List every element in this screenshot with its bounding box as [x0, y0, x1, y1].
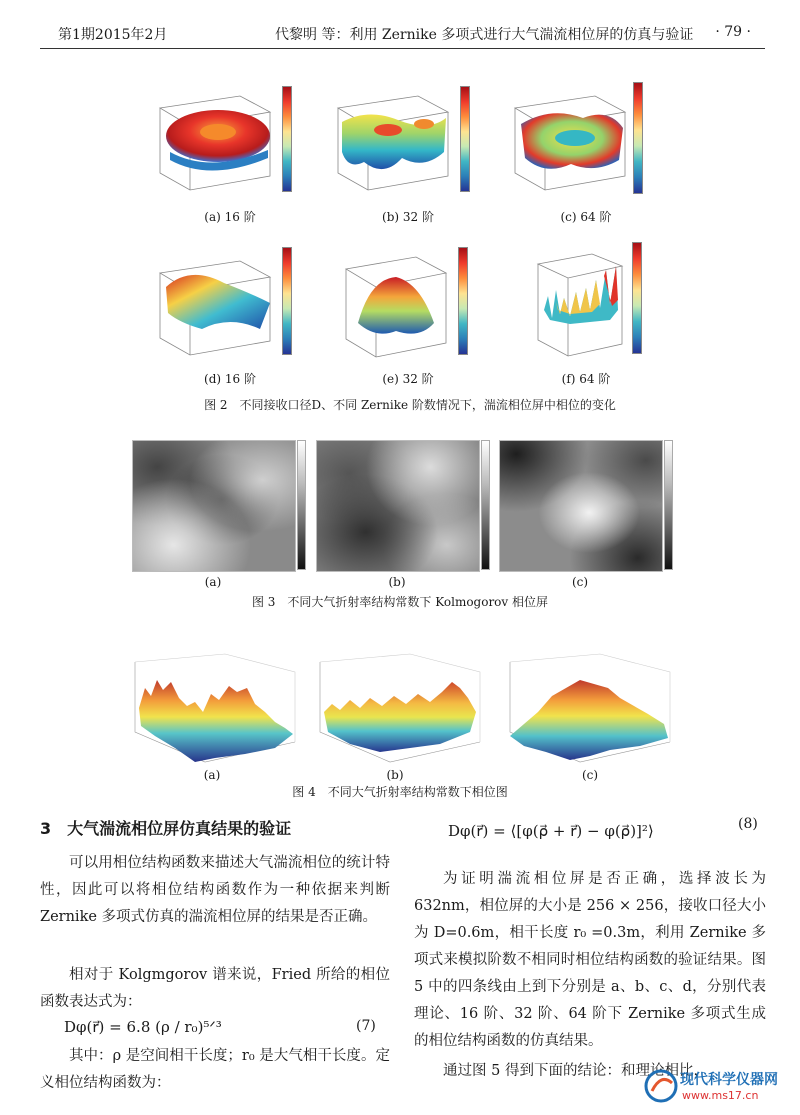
equation-7: Dφ(r⃗) = 6.8 (ρ / r₀)⁵ᐟ³ — [64, 1018, 222, 1036]
equation-7-number: (7) — [356, 1018, 376, 1034]
section-title: 3 大气湍流相位屏仿真结果的验证 — [40, 819, 292, 838]
fig4b-label: (b) — [386, 768, 404, 782]
fig3-caption: 图 3 不同大气折射率结构常数下 Kolmogorov 相位屏 — [251, 595, 549, 609]
fig4-caption: 图 4 不同大气折射率结构常数下相位图 — [292, 785, 508, 799]
fig2f-colorbar — [632, 242, 642, 354]
fig2b-caption: (b) 32 阶 — [382, 210, 434, 224]
running-title: 代黎明 等：利用 Zernike 多项式进行大气湍流相位屏的仿真与验证 — [275, 27, 694, 43]
fig3a-label: (a) — [204, 575, 222, 589]
fig2e-caption: (e) 32 阶 — [382, 372, 434, 386]
fig2a-surface-plot — [150, 78, 280, 198]
equation-8: Dφ(r⃗) = ⟨[φ(ρ⃗ + r⃗) − φ(ρ⃗)]²⟩ — [448, 822, 654, 840]
watermark-logo-icon — [644, 1069, 678, 1103]
fig2c-caption: (c) 64 阶 — [560, 210, 612, 224]
equation-8-number: (8) — [738, 816, 758, 832]
fig3c-phase-screen — [499, 440, 663, 572]
fig4b-phase-surface — [310, 652, 490, 770]
fig4c-phase-surface — [500, 652, 680, 770]
right-paragraph-1: 为证明湍流相位屏是否正确，选择波长为 632nm，相位屏的大小是 256 × 256，接收口径大小为 D=0.6m，相干长度 r₀ =0.3m，利用 Zernike 多项式来模拟阶数不相同时相位结构函数的验证结果。图 5 中的四条线由上到下分别是 a、b、c、d，分别代表理论、16 阶、32 阶、64 阶下 Zernike 多项式生成的相位结构函数的仿真结果。 — [414, 871, 766, 1049]
fig2c-colorbar — [633, 82, 643, 194]
page-number: · 79 · — [715, 24, 751, 40]
fig3b-colorbar — [481, 440, 490, 570]
fig4a-label: (a) — [203, 768, 221, 782]
fig2f-surface-plot — [530, 240, 630, 364]
fig2d-colorbar — [282, 247, 292, 355]
fig3c-colorbar — [664, 440, 673, 570]
watermark-name: 现代科学仪器网 — [680, 1072, 778, 1088]
fig2b-colorbar — [460, 86, 470, 192]
site-watermark — [638, 1067, 788, 1107]
fig2b-surface-plot — [328, 78, 458, 198]
issue-info: 第1期2015年2月 — [58, 27, 168, 43]
fig2c-surface-plot — [505, 78, 635, 198]
fig2-caption: 图 2 不同接收口径D、不同 Zernike 阶数情况下，湍流相位屏中相位的变化 — [204, 398, 616, 412]
fig2f-caption: (f) 64 阶 — [561, 372, 611, 386]
fig3c-label: (c) — [571, 575, 589, 589]
fig2e-surface-plot — [336, 243, 456, 363]
left-paragraph-2: 相对于 Kolgmgorov 谱来说，Fried 所给的相位函数表达式为： — [40, 967, 390, 1010]
right-paragraph-2: 通过图 5 得到下面的结论：和理论相比， — [443, 1063, 708, 1079]
fig2d-caption: (d) 16 阶 — [204, 372, 256, 386]
left-paragraph-3: 其中：ρ 是空间相干长度；r₀ 是大气相干长度。定义相位结构函数为： — [40, 1048, 390, 1091]
fig3a-phase-screen — [132, 440, 296, 572]
fig3b-phase-screen — [316, 440, 480, 572]
fig3b-label: (b) — [388, 575, 406, 589]
fig4c-label: (c) — [581, 768, 599, 782]
figure-2 — [0, 0, 800, 420]
fig4a-phase-surface — [125, 652, 305, 770]
fig2a-caption: (a) 16 阶 — [204, 210, 256, 224]
figure-3 — [0, 430, 800, 615]
watermark-url: www.ms17.cn — [682, 1089, 759, 1102]
left-paragraph-1: 可以用相位结构函数来描述大气湍流相位的统计特性，因此可以将相位结构函数作为一种依据来判断 Zernike 多项式仿真的湍流相位屏的结果是否正确。 — [40, 855, 390, 925]
fig2a-colorbar — [282, 86, 292, 192]
figure-4 — [0, 630, 800, 800]
fig2e-colorbar — [458, 247, 468, 355]
fig2d-surface-plot — [150, 243, 280, 363]
fig3a-colorbar — [297, 440, 306, 570]
